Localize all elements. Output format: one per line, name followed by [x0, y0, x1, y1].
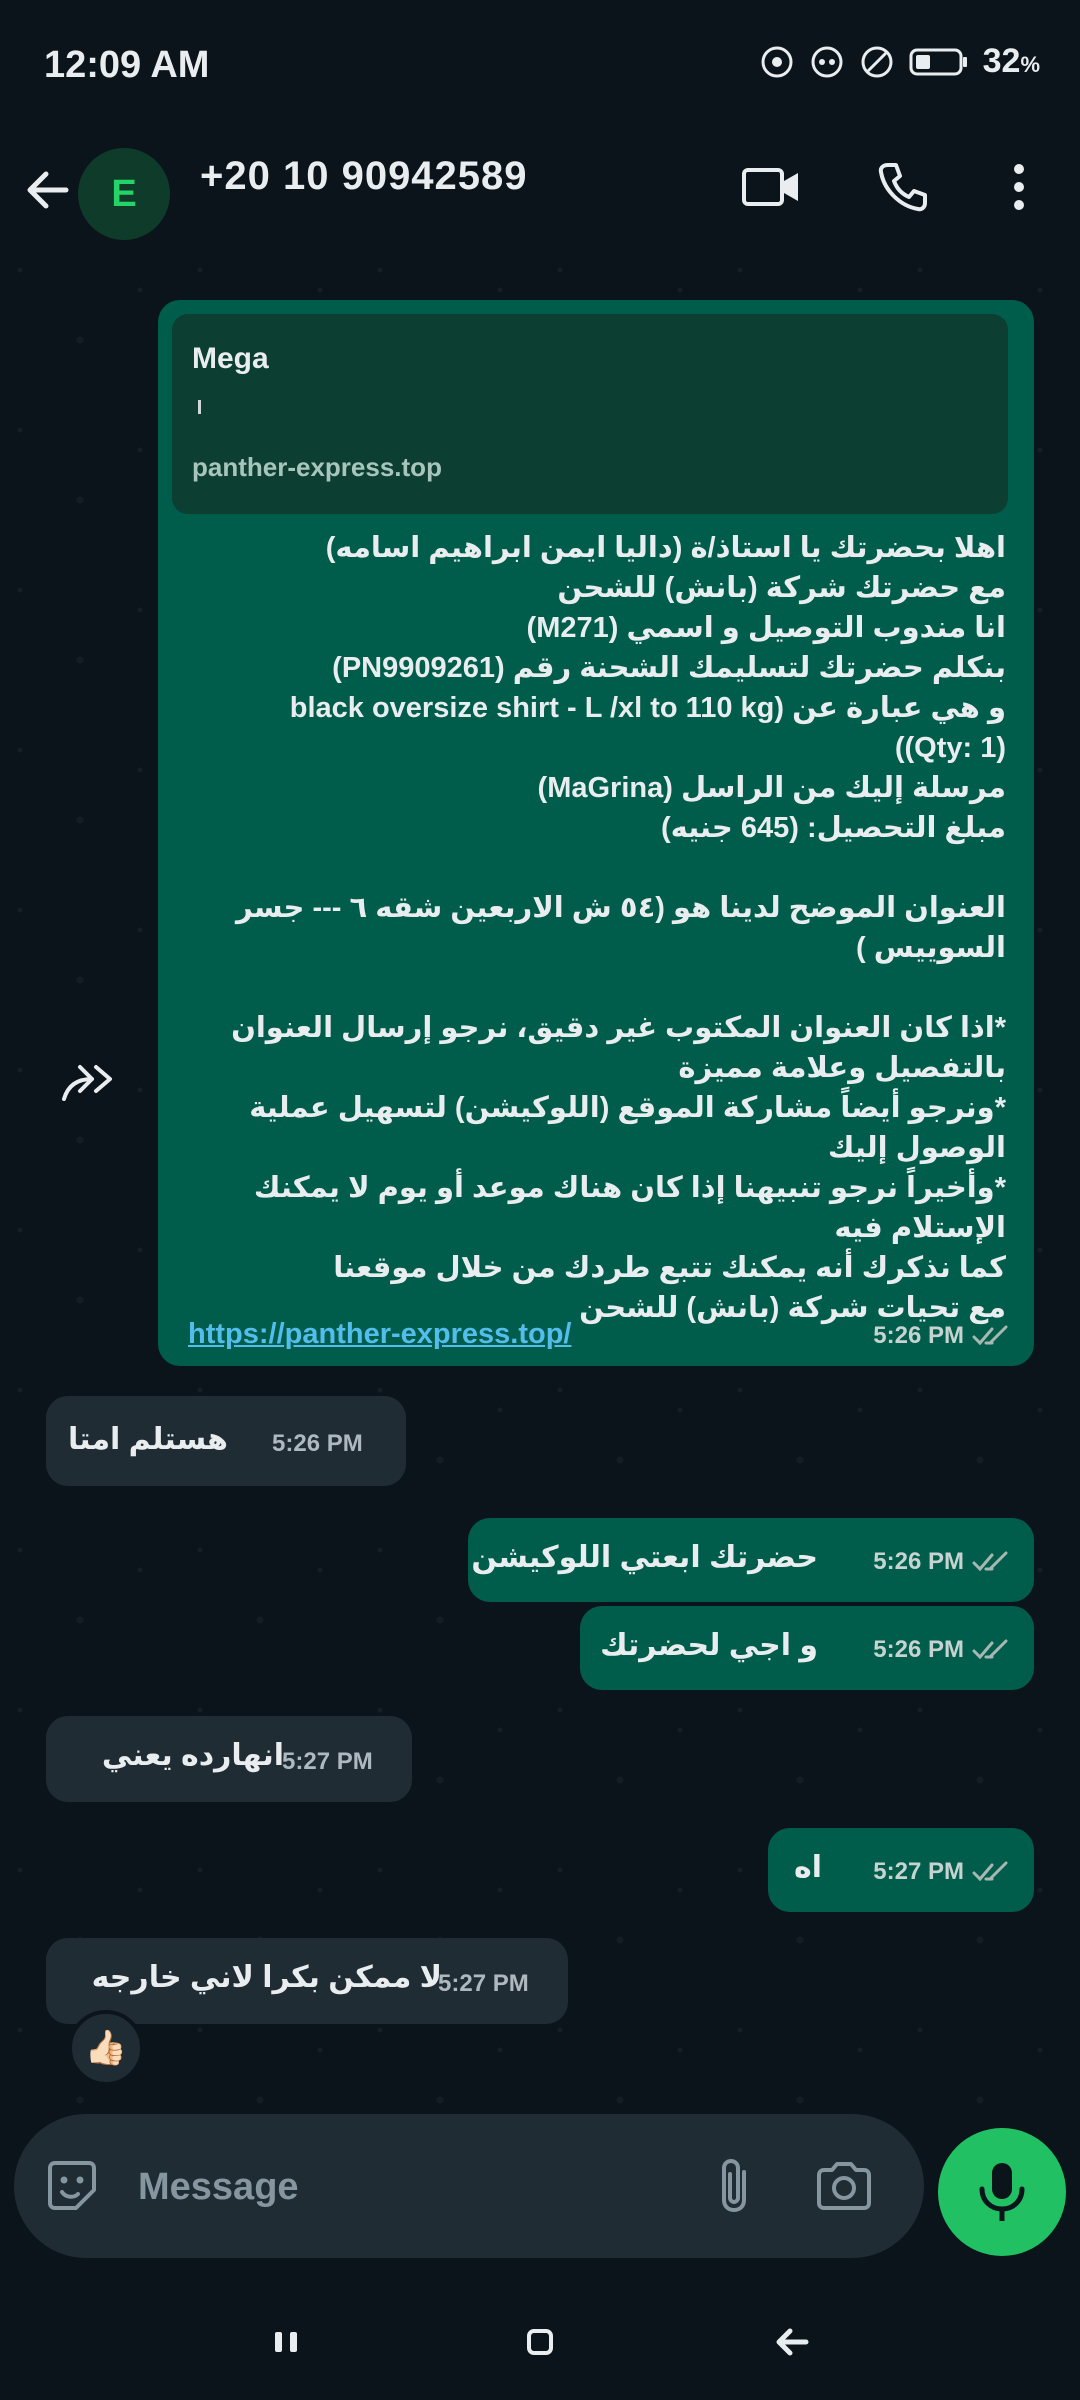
- status-icons: [759, 42, 1040, 81]
- message-time: 5:27 PM: [873, 1858, 964, 1885]
- voice-call-button[interactable]: [868, 152, 938, 222]
- camera-icon: [815, 2161, 873, 2211]
- double-check-icon: [972, 1861, 1010, 1883]
- link-preview-domain: panther-express.top: [192, 452, 442, 482]
- message-time: 5:26 PM: [272, 1430, 363, 1457]
- back-nav-button[interactable]: [762, 2312, 822, 2372]
- voice-record-button[interactable]: [938, 2128, 1066, 2256]
- recents-icon: [271, 2327, 301, 2357]
- recents-button[interactable]: [256, 2312, 316, 2372]
- forward-icon: [58, 1055, 122, 1119]
- video-call-icon: [741, 165, 801, 209]
- message-bubble-incoming[interactable]: [46, 1396, 406, 1486]
- message-time: 5:26 PM: [873, 1322, 964, 1349]
- message-bubble-outgoing[interactable]: [580, 1606, 1034, 1690]
- link-preview-description: [198, 400, 201, 414]
- message-time: 5:26 PM: [873, 1548, 964, 1575]
- message-bubble-outgoing[interactable]: [468, 1518, 1034, 1602]
- message-meta: [873, 1322, 1010, 1350]
- double-check-icon: [972, 1639, 1010, 1661]
- message-text: حضرتك ابعتي اللوكيشن: [471, 1541, 818, 1574]
- sticker-icon: [44, 2158, 100, 2214]
- camera-button[interactable]: [812, 2154, 876, 2218]
- message-time: 5:26 PM: [873, 1636, 964, 1663]
- message-bubble-incoming[interactable]: [46, 1716, 412, 1802]
- message-time: 5:27 PM: [282, 1748, 373, 1775]
- message-text: انهارده يعني: [101, 1739, 284, 1772]
- status-bar: [0, 0, 1080, 130]
- status-time: 12:09 AM: [44, 44, 210, 86]
- message-text: هستلم امتا: [67, 1423, 228, 1456]
- link-preview-title: Mega: [192, 342, 269, 375]
- phone-icon: [876, 160, 930, 214]
- sticker-button[interactable]: [40, 2154, 104, 2218]
- message-text: لا ممكن بكرا لاني خارجه: [91, 1961, 442, 1994]
- message-bubble-outgoing[interactable]: [768, 1828, 1034, 1912]
- avatar[interactable]: E: [78, 148, 170, 240]
- message-link[interactable]: https://panther-express.top/: [188, 1318, 572, 1350]
- message-meta: [873, 1548, 1010, 1576]
- link-preview-card[interactable]: [172, 314, 1008, 514]
- message-text: اهلا بحضرتك يا استاذ/ة (داليا ايمن ابراهيم اسامه) مع حضرتك شركة (بانش) للشحن انا مندوب التوصيل و اسمي (M271) بنكلم حضرتك لتسليمك الشحنة رقم (PN9909261) و هي عبارة عن (black oversize shirt - L /xl to 110 kg (Qty: 1)) مرسلة إليك من الراسل (MaGrina) مبلغ التحصيل: (645 جنيه) العنوان الموضح لدينا هو (٥٤ ش الاربعين شقه ٦ --- جسر السوييس ) *اذا كان العنوان المكتوب غير دقيق، نرجو إرسال العنوان بالتفصيل وعلامة مميزة *ونرجو أيضاً مشاركة الموقع (اللوكيشن) لتسهيل عملية الوصول إليك *وأخيراً نرجو تنبيهنا إذا كان هناك موعد أو يوم لا يمكنك الإستلام فيه كما نذكرك أنه يمكنك تتبع طردك من خلال موقعنا مع تحيات شركة (بانش) للشحن: [231, 532, 1006, 1324]
- notification-flower-icon-2: [809, 44, 845, 80]
- attach-icon: [714, 2156, 754, 2216]
- chat-area[interactable]: [0, 250, 1080, 2110]
- message-meta: [873, 1636, 1010, 1664]
- double-check-icon: [972, 1551, 1010, 1573]
- back-icon: [774, 2326, 810, 2358]
- message-meta: [873, 1858, 1010, 1886]
- home-button[interactable]: [510, 2312, 570, 2372]
- more-vert-icon: [1009, 161, 1029, 213]
- message-bubble-outgoing[interactable]: [158, 300, 1034, 1366]
- double-check-icon: [972, 1325, 1010, 1347]
- home-icon: [524, 2326, 556, 2358]
- video-call-button[interactable]: [736, 152, 806, 222]
- message-time: 5:27 PM: [438, 1970, 529, 1997]
- message-text: اه: [794, 1851, 822, 1884]
- chat-header: [0, 130, 1080, 250]
- dnd-icon: [859, 44, 895, 80]
- back-button[interactable]: [18, 160, 78, 220]
- system-nav-bar: [0, 2276, 1080, 2400]
- message-bubble-incoming[interactable]: [46, 1938, 568, 2024]
- attach-button[interactable]: [702, 2154, 766, 2218]
- contact-name[interactable]: +20 10 90942589: [200, 154, 528, 198]
- forward-button[interactable]: [58, 1055, 122, 1119]
- more-options-button[interactable]: [984, 152, 1054, 222]
- mic-icon: [978, 2161, 1026, 2223]
- battery-percent: 32%: [982, 42, 1040, 80]
- battery-icon: [909, 46, 969, 78]
- message-text: و اجي لحضرتك: [600, 1629, 818, 1662]
- message-composer[interactable]: [14, 2114, 924, 2258]
- reaction-thumbs-up[interactable]: 👍🏻: [68, 2010, 144, 2086]
- message-input[interactable]: Message: [138, 2166, 299, 2208]
- back-arrow-icon: [18, 160, 78, 220]
- notification-flower-icon: [759, 44, 795, 80]
